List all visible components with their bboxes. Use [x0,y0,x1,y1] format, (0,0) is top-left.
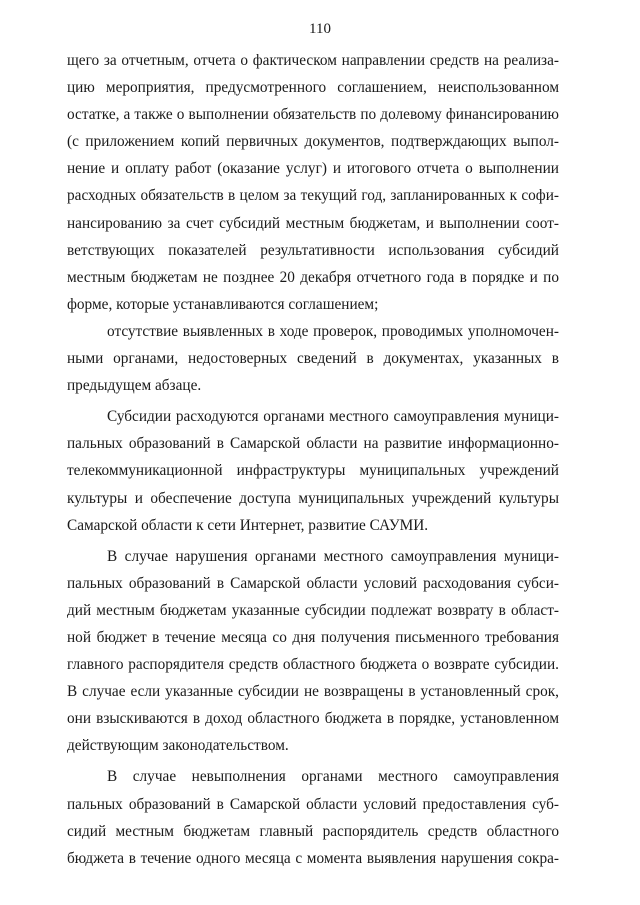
text-line: дий местным бюджетам указанные субсидии подлежат возврату в област- [67,601,559,619]
text-line: Самарской области к сети Интернет, развитие САУМИ. [67,516,429,534]
text-line: пальных образований в Самарской области на развитие информационно- [67,435,559,453]
text-line: расходных обязательств в целом за текущий год, запланированных к софи- [67,187,559,205]
text-line: В случае если указанные субсидии не возвращены в установленный срок, [67,683,559,701]
text-line: предыдущем абзаце. [67,377,202,395]
text-line: местным бюджетам не позднее 20 декабря отчетного года в порядке и по [67,268,559,286]
text-line: главного распорядителя средств областного бюджета о возврате субсидии. [67,656,559,674]
paragraph-1 [67,47,559,318]
text-line: отсутствие выявленных в ходе проверок, проводимых уполномочен- [107,322,559,340]
text-line: остатке, а также о выполнении обязательств по долевому финансированию [67,106,559,124]
text-line: В случае невыполнения органами местного самоуправления [107,768,559,786]
text-line: пальных образований в Самарской области условий предоставления суб- [67,795,559,813]
page-number: 110 [309,21,331,37]
text-line: действующим законодательством. [67,737,289,755]
paragraph-2 [67,318,559,399]
text-line: нение и оплату работ (оказание услуг) и итогового отчета о выполнении [67,160,559,178]
text-line: (с приложением копий первичных документов, подтверждающих выпол- [67,133,559,151]
text-line: Субсидии расходуются органами местного самоуправления муници- [107,408,559,426]
text-line: ными органами, недостоверных сведений в документах, указанных в [67,350,559,368]
paragraph-4 [67,543,559,760]
body-text [67,47,559,872]
text-line: они взыскиваются в доход областного бюджета в порядке, установленном [67,710,559,728]
text-line: телекоммуникационной инфраструктуры муниципальных учреждений [67,462,559,480]
text-line: пальных образований в Самарской области условий расходования субси- [67,574,559,592]
text-line: ной бюджет в течение месяца со дня получения письменного требования [67,628,559,646]
paragraph-5 [67,763,559,871]
text-line: нансированию за счет субсидий местным бюджетам, и выполнении соот- [67,214,559,232]
paragraph-3 [67,403,559,538]
text-line: В случае нарушения органами местного самоуправления муници- [107,547,559,565]
text-line: бюджета в течение одного месяца с момента выявления нарушения сокра- [67,849,559,867]
text-line: форме, которые устанавливаются соглашением; [67,295,379,313]
text-line: щего за отчетным, отчета о фактическом направлении средств на реализа- [67,52,559,69]
text-line: ветствующих показателей результативности использования субсидий [67,241,559,259]
text-line: сидий местным бюджетам главный распорядитель средств областного [67,822,559,840]
text-line: цию мероприятия, предусмотренного соглашением, неиспользованном [67,79,559,97]
text-line: культуры и обеспечение доступа муниципальных учреждений культуры [67,489,559,507]
